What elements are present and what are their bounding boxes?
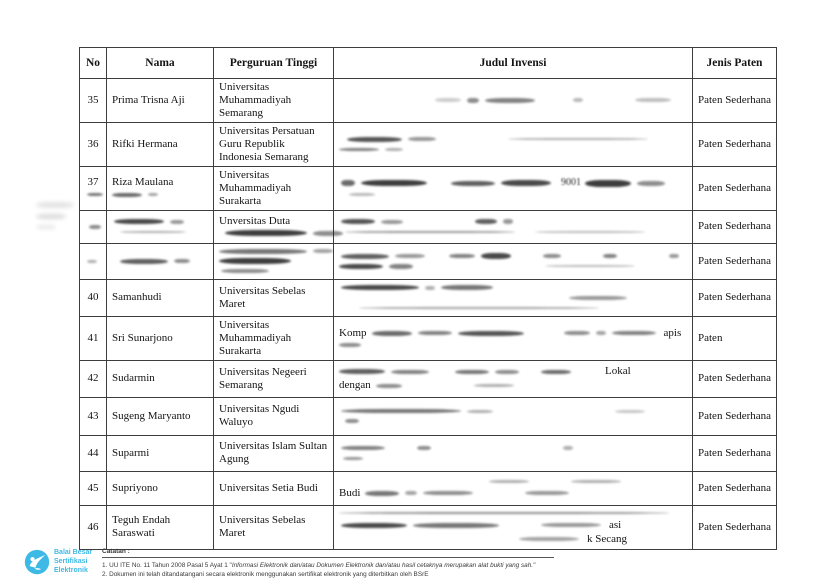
- row-number: 36: [87, 137, 99, 150]
- cell-nama: [107, 435, 214, 471]
- cell-jenis-paten: [693, 243, 777, 279]
- redaction-smudge: [481, 253, 511, 259]
- patent-type: Paten Sederhana: [698, 137, 771, 150]
- cell-no: [80, 79, 107, 123]
- cell-no: [80, 166, 107, 210]
- cell-nama: [107, 79, 214, 123]
- smudge-line: [339, 509, 687, 518]
- patent-type: Paten Sederhana: [698, 446, 771, 459]
- redaction-smudge: [571, 480, 621, 483]
- redaction-smudge: [341, 523, 407, 528]
- cell-perguruan-tinggi: [214, 122, 334, 166]
- redaction-smudge: [508, 138, 648, 140]
- cell-no: [80, 243, 107, 279]
- smudge-line: [89, 222, 101, 231]
- cell-perguruan-tinggi: [214, 435, 334, 471]
- inventor-name: Sugeng Maryanto: [112, 409, 191, 422]
- cell-nama: [107, 166, 214, 210]
- footnote-divider: [102, 557, 554, 558]
- redaction-smudge: [635, 98, 671, 102]
- cell-jenis-paten: [693, 122, 777, 166]
- cell-jenis-paten: [693, 166, 777, 210]
- inventor-name: Riza Maulana: [112, 176, 174, 189]
- patent-type: Paten Sederhana: [698, 181, 771, 194]
- cell-nama: [107, 243, 214, 279]
- redaction-smudge: [569, 296, 627, 300]
- cell-judul-invensi: [334, 279, 693, 316]
- redaction-smudge: [361, 180, 427, 186]
- redaction-smudge: [441, 285, 493, 290]
- university-name: Universitas Setia Budi: [219, 481, 318, 494]
- smudge-line: [339, 379, 687, 392]
- redaction-smudge: [381, 220, 403, 224]
- redaction-smudge: [596, 331, 606, 335]
- smudge-line: [339, 327, 687, 340]
- cell-judul-invensi: [334, 243, 693, 279]
- table-row: [80, 210, 777, 243]
- blurred-text-fragment: 9001: [561, 177, 581, 189]
- smudge-line: [341, 177, 687, 189]
- cell-no: [80, 279, 107, 316]
- redaction-smudge: [405, 491, 417, 495]
- university-name: Universitas Sebelas Maret: [219, 514, 306, 540]
- cell-nama: [107, 210, 214, 243]
- legible-fragment: Budi: [339, 486, 361, 499]
- redaction-smudge: [112, 193, 142, 197]
- patent-type: Paten Sederhana: [698, 372, 771, 385]
- redaction-smudge: [174, 259, 190, 263]
- redaction-smudge: [341, 446, 385, 450]
- bsre-logo-text: [54, 548, 92, 575]
- table-row: [80, 360, 777, 397]
- cell-perguruan-tinggi: [214, 243, 334, 279]
- cell-no: [80, 397, 107, 435]
- cell-nama: [107, 279, 214, 316]
- cell-judul-invensi: [334, 316, 693, 360]
- cell-judul-invensi: [334, 79, 693, 123]
- redaction-smudge: [545, 265, 635, 267]
- col-header-no: No: [80, 48, 107, 79]
- smudge-line: [489, 477, 687, 486]
- scan-artifact-smudge: [36, 202, 74, 208]
- smudge-line: [221, 267, 328, 276]
- row-number: 45: [87, 481, 99, 494]
- legible-fragment: asi: [609, 518, 622, 531]
- patent-type: Paten Sederhana: [698, 93, 771, 106]
- legible-fragment: dengan: [339, 379, 371, 392]
- redaction-smudge: [385, 148, 403, 151]
- redaction-smudge: [89, 225, 101, 229]
- cell-nama: [107, 397, 214, 435]
- col-header-perguruan-tinggi: Perguruan Tinggi: [214, 48, 334, 79]
- redaction-smudge: [525, 491, 569, 495]
- cell-no: [80, 316, 107, 360]
- smudge-line: [114, 217, 208, 226]
- scan-artifact-smudge: [36, 196, 74, 235]
- patent-type: Paten Sederhana: [698, 520, 771, 533]
- university-name: Universitas Islam Sultan Agung: [219, 440, 328, 466]
- redaction-smudge: [637, 181, 665, 186]
- smudge-line: [347, 135, 687, 144]
- smudge-line: [341, 444, 687, 453]
- university-name: Universitas Sebelas Maret: [219, 284, 306, 310]
- redaction-smudge: [474, 384, 514, 387]
- smudge-line: [341, 217, 687, 226]
- redaction-smudge: [347, 137, 402, 142]
- cell-judul-invensi: [334, 360, 693, 397]
- redaction-smudge: [120, 259, 168, 264]
- redaction-smudge: [343, 457, 363, 460]
- cell-jenis-paten: [693, 505, 777, 549]
- redaction-smudge: [359, 307, 599, 309]
- table-row: [80, 435, 777, 471]
- redaction-smudge: [615, 410, 645, 413]
- cell-jenis-paten: [693, 210, 777, 243]
- cell-jenis-paten: [693, 360, 777, 397]
- smudge-line: [345, 227, 687, 236]
- cell-judul-invensi: [334, 210, 693, 243]
- redaction-smudge: [573, 98, 583, 102]
- redaction-smudge: [501, 180, 551, 186]
- university-name: Universitas Muhammadiyah Surakarta: [219, 318, 292, 357]
- smudge-line: [409, 96, 687, 105]
- footnote-1: [102, 561, 554, 570]
- smudge-line: [343, 454, 687, 463]
- logo-line: Elektronik: [54, 567, 88, 575]
- redaction-smudge: [341, 180, 355, 186]
- redaction-smudge: [519, 537, 579, 541]
- row-number: 35: [87, 93, 99, 106]
- cell-judul-invensi: [334, 166, 693, 210]
- row-number: 44: [87, 446, 99, 459]
- patent-type: Paten Sederhana: [698, 291, 771, 304]
- redaction-smudge: [417, 446, 431, 450]
- bsre-logo-icon: [24, 549, 50, 575]
- legible-fragment: k Secang: [587, 532, 628, 545]
- cell-perguruan-tinggi: [214, 505, 334, 549]
- redaction-smudge: [345, 231, 515, 233]
- cell-perguruan-tinggi: [214, 279, 334, 316]
- redaction-smudge: [219, 249, 307, 254]
- cell-nama: [107, 122, 214, 166]
- smudge-line: [120, 227, 208, 236]
- university-name: Universitas Muhammadiyah Semarang: [219, 81, 292, 119]
- university-name: Universitas Ngudi Waluyo: [219, 403, 300, 429]
- footnote-1-quote: Informasi Elektronik dan/atau Dokumen Elektronik dan/atau hasil cetaknya merupakan alat bukti yang sah.": [231, 562, 536, 569]
- cell-judul-invensi: [334, 122, 693, 166]
- patent-table: [79, 47, 777, 550]
- redaction-smudge: [339, 148, 379, 151]
- redaction-smudge: [543, 254, 561, 258]
- cell-nama: [107, 471, 214, 505]
- redaction-smudge: [341, 409, 461, 413]
- redaction-smudge: [435, 98, 461, 102]
- patent-type: Paten Sederhana: [698, 220, 771, 233]
- cell-judul-invensi: [334, 505, 693, 549]
- table-row: [80, 166, 777, 210]
- smudge-line: [569, 293, 687, 302]
- redaction-smudge: [219, 258, 291, 264]
- col-header-jenis-paten: Jenis Paten: [693, 48, 777, 79]
- smudge-line: [349, 190, 687, 199]
- cell-judul-invensi: [334, 397, 693, 435]
- table-row: [80, 316, 777, 360]
- cell-nama: [107, 505, 214, 549]
- table-row: [80, 243, 777, 279]
- cell-perguruan-tinggi: [214, 316, 334, 360]
- inventor-name: Teguh Endah Saraswati: [112, 514, 171, 540]
- scan-artifact-smudge: [36, 214, 66, 219]
- redaction-smudge: [391, 370, 429, 374]
- redaction-smudge: [669, 254, 679, 258]
- redaction-smudge: [395, 254, 425, 258]
- smudge-line: [87, 257, 101, 266]
- logo-line: Sertifikasi: [54, 558, 88, 566]
- redaction-smudge: [535, 231, 645, 233]
- redaction-smudge: [313, 249, 333, 253]
- row-number: 43: [87, 409, 99, 422]
- redaction-smudge: [564, 331, 590, 335]
- smudge-line: [341, 252, 687, 261]
- redaction-smudge: [114, 219, 164, 224]
- cell-perguruan-tinggi: [214, 471, 334, 505]
- redaction-smudge: [503, 219, 513, 224]
- redaction-smudge: [495, 370, 519, 374]
- university-name: Universitas Persatuan Guru Republik Indonesia Semarang: [219, 124, 315, 163]
- redaction-smudge: [148, 193, 158, 196]
- col-header-judul-invensi: Judul Invensi: [334, 48, 693, 79]
- footnote-1-text: 1. UU ITE No. 11 Tahun 2008 Pasal 5 Ayat 1 ": [102, 562, 232, 569]
- redaction-smudge: [341, 285, 419, 290]
- table-header-row: [80, 48, 777, 79]
- redaction-smudge: [585, 180, 631, 187]
- smudge-line: [219, 257, 328, 266]
- footnote-2: 2. Dokumen ini telah ditandatangani secara elektronik menggunakan sertifikat elektronik yang diterbitkan oleh BSrE: [102, 571, 429, 579]
- inventor-name: Rifki Hermana: [112, 137, 178, 150]
- cell-judul-invensi: [334, 471, 693, 505]
- table-row: [80, 397, 777, 435]
- cell-nama: [107, 316, 214, 360]
- bsre-logo: [24, 548, 100, 575]
- cell-perguruan-tinggi: [214, 210, 334, 243]
- cell-jenis-paten: [693, 471, 777, 505]
- row-number: 40: [87, 291, 99, 304]
- redaction-smudge: [389, 264, 413, 269]
- redaction-smudge: [339, 264, 383, 269]
- redaction-smudge: [339, 343, 361, 347]
- redaction-smudge: [221, 269, 269, 273]
- redaction-smudge: [425, 286, 435, 290]
- patent-type: Paten Sederhana: [698, 409, 771, 422]
- cell-no: [80, 505, 107, 549]
- redaction-smudge: [475, 219, 497, 224]
- redaction-smudge: [225, 230, 307, 236]
- row-number: 46: [87, 520, 99, 533]
- redaction-smudge: [339, 369, 385, 374]
- redaction-smudge: [87, 260, 97, 263]
- patent-type: Paten: [698, 331, 723, 344]
- inventor-name: Sudarmin: [112, 372, 155, 385]
- redaction-smudge: [449, 254, 475, 258]
- cell-jenis-paten: [693, 279, 777, 316]
- redaction-smudge: [372, 331, 412, 336]
- redaction-smudge: [341, 254, 389, 259]
- redaction-smudge: [458, 331, 524, 336]
- cell-jenis-paten: [693, 316, 777, 360]
- legible-fragment: apis: [663, 326, 682, 339]
- cell-jenis-paten: [693, 397, 777, 435]
- legible-fragment: Lokal: [605, 365, 631, 378]
- smudge-line: [339, 365, 687, 378]
- table-row: [80, 122, 777, 166]
- smudge-line: [339, 262, 687, 271]
- patent-type: Paten Sederhana: [698, 481, 771, 494]
- smudge-line: [339, 145, 687, 154]
- university-name: Universitas Negeeri Semarang: [219, 365, 307, 391]
- redaction-smudge: [612, 331, 656, 335]
- cell-perguruan-tinggi: [214, 360, 334, 397]
- redaction-smudge: [541, 523, 601, 527]
- document-footer: [24, 548, 554, 580]
- cell-no: [80, 435, 107, 471]
- smudge-line: [225, 229, 328, 238]
- university-name: Universitas Muhammadiyah Surakarta: [219, 168, 292, 207]
- cell-jenis-paten: [693, 79, 777, 123]
- cell-no: [80, 210, 107, 243]
- footnotes: [102, 548, 554, 580]
- smudge-line: [341, 283, 687, 292]
- col-header-nama: Nama: [107, 48, 214, 79]
- smudge-line: [219, 247, 328, 256]
- redaction-smudge: [451, 181, 495, 186]
- redaction-smudge: [87, 193, 103, 196]
- smudge-line: [519, 533, 687, 546]
- redaction-smudge: [603, 254, 617, 258]
- redaction-smudge: [365, 491, 399, 496]
- inventor-name: Suparmi: [112, 446, 150, 459]
- smudge-line: [341, 519, 687, 532]
- smudge-line: [341, 407, 687, 416]
- university-name: Unversitas Duta: [219, 214, 291, 227]
- row-number: 41: [87, 331, 99, 344]
- smudge-line: [359, 303, 687, 312]
- redaction-smudge: [120, 231, 186, 233]
- redaction-smudge: [413, 523, 499, 528]
- redaction-smudge: [541, 370, 571, 374]
- smudge-line: [112, 190, 208, 199]
- cell-perguruan-tinggi: [214, 166, 334, 210]
- table-row: [80, 505, 777, 549]
- redaction-smudge: [418, 331, 452, 335]
- redaction-smudge: [467, 98, 479, 103]
- smudge-line: [120, 257, 208, 266]
- inventor-name: Samanhudi: [112, 291, 162, 304]
- redaction-smudge: [467, 410, 493, 413]
- redaction-smudge: [408, 137, 436, 141]
- redaction-smudge: [345, 419, 359, 423]
- table-row: [80, 79, 777, 123]
- redaction-smudge: [349, 193, 375, 196]
- smudge-line: [345, 417, 687, 426]
- inventor-name: Sri Sunarjono: [112, 331, 173, 344]
- redaction-smudge: [489, 480, 529, 483]
- cell-perguruan-tinggi: [214, 79, 334, 123]
- redaction-smudge: [563, 446, 573, 450]
- legible-fragment: Komp: [339, 326, 367, 339]
- table-row: [80, 279, 777, 316]
- redaction-smudge: [339, 512, 669, 514]
- smudge-line: [339, 487, 687, 500]
- catatan-label: Catatan :: [102, 548, 130, 555]
- smudge-line: [339, 341, 687, 350]
- inventor-name: Supriyono: [112, 481, 158, 494]
- scan-artifact-smudge: [36, 225, 56, 229]
- redaction-smudge: [455, 370, 489, 374]
- redaction-smudge: [423, 491, 473, 495]
- redaction-smudge: [313, 231, 343, 236]
- redaction-smudge: [485, 98, 535, 103]
- cell-judul-invensi: [334, 435, 693, 471]
- redaction-smudge: [170, 220, 184, 224]
- row-number: 37: [87, 176, 99, 189]
- cell-nama: [107, 360, 214, 397]
- cell-no: [80, 122, 107, 166]
- cell-no: [80, 360, 107, 397]
- cell-perguruan-tinggi: [214, 397, 334, 435]
- row-number: 42: [87, 372, 99, 385]
- redaction-smudge: [376, 384, 402, 388]
- logo-line: Balai Besar: [54, 549, 93, 556]
- patent-type: Paten Sederhana: [698, 254, 771, 267]
- cell-jenis-paten: [693, 435, 777, 471]
- smudge-line: [87, 190, 101, 199]
- cell-no: [80, 471, 107, 505]
- table-row: [80, 471, 777, 505]
- redaction-smudge: [341, 219, 375, 224]
- inventor-name: Prima Trisna Aji: [112, 93, 185, 106]
